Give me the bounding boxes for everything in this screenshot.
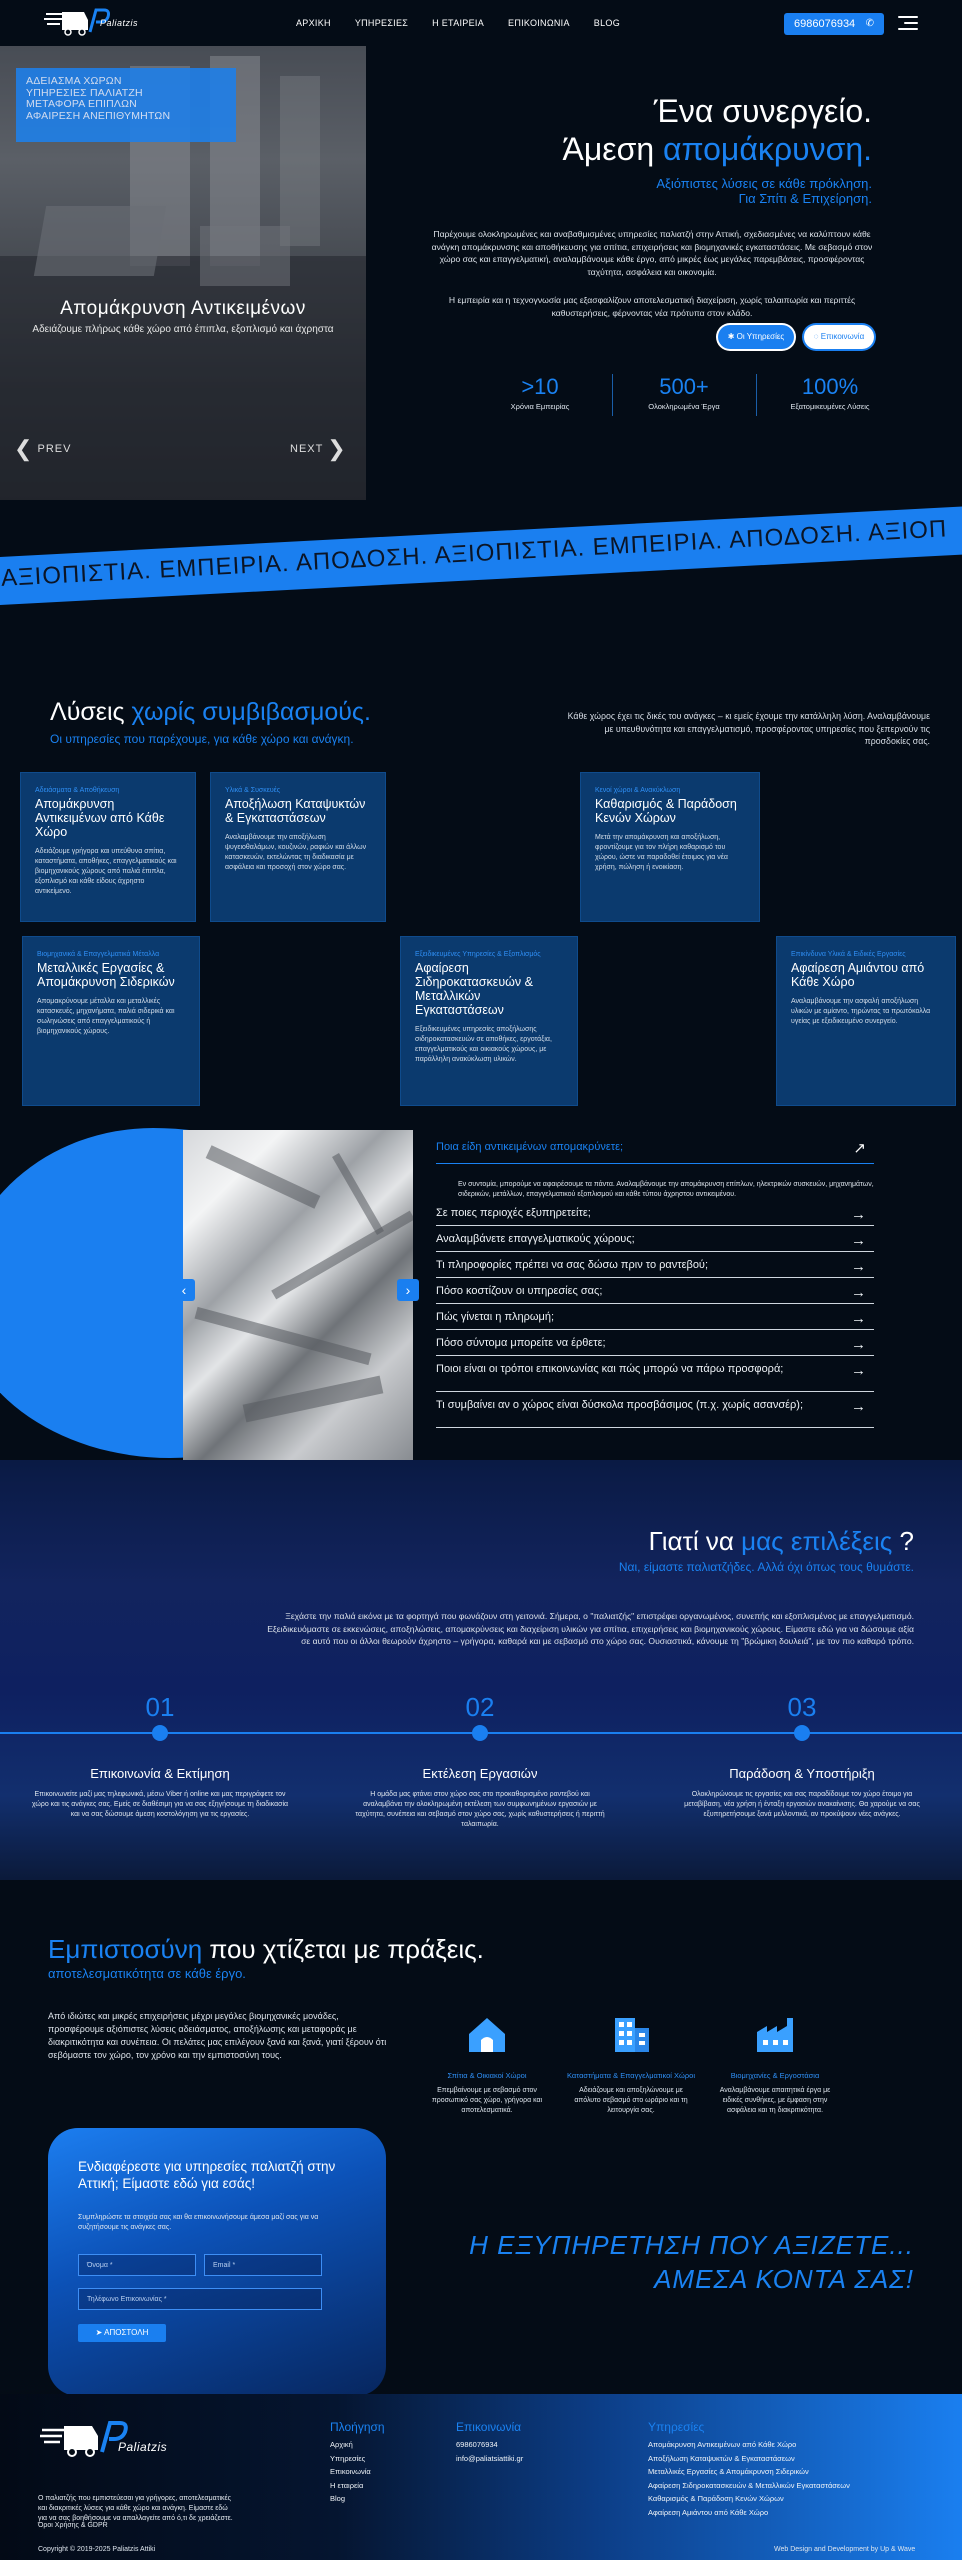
feature-shops (566, 2012, 696, 2116)
next-label: NEXT (290, 443, 324, 455)
slider-prev-button[interactable] (14, 436, 71, 462)
slide-title: Απομάκρυνση Αντικειμένων (60, 298, 306, 319)
faq-item[interactable] (436, 1336, 874, 1356)
footer-services-title: Υπηρεσίες (648, 2420, 705, 2434)
menu-burger-icon[interactable] (898, 16, 918, 30)
phone-icon: ✆ (865, 18, 874, 29)
phone-number: 6986076934 (794, 18, 856, 30)
feature-desc: Επεμβαίνουμε με σεβασμό στον προσωπικό σας χώρο, γρήγορα και αποτελεσματικά. (431, 2087, 543, 2114)
contact-button-label: Επικοινωνία (820, 332, 865, 341)
services-intro: Κάθε χώρος έχει τις δικές του ανάγκες – κι εμείς έχουμε την κατάλληλη λύση. Αναλαμβάνουμε με υπευθυνότητα και επαγγελματισμό, προσφέροντας υπηρεσίες που ξεπερνούν τις προσδοκίες σας. (567, 711, 930, 746)
chevron-right-icon: › (405, 1282, 411, 1298)
slide-tag: ΥΠΗΡΕΣΙΕΣ ΠΑΛΙΑΤΖΗ (26, 86, 143, 99)
services-title (50, 698, 371, 727)
step-dot (152, 1725, 168, 1741)
faq-question: Πόσο κοστίζουν οι υπηρεσίες σας; (436, 1285, 603, 1297)
footer-contact-title: Επικοινωνία (456, 2420, 522, 2434)
faq-item[interactable] (436, 1398, 874, 1428)
nav-home[interactable]: ΑΡΧΙΚΗ (296, 18, 331, 28)
service-category: Υλικά & Συσκευές (225, 787, 281, 794)
arrow-right-icon: → (851, 1258, 866, 1275)
copyright: Copyright © 2019-2025 Paliatzis Attiki (38, 2546, 156, 2553)
slide-tag: ΜΕΤΑΦΟΡΑ ΕΠΙΠΛΩΝ (26, 98, 137, 110)
services-button-label: Οι Υπηρεσίες (736, 332, 785, 341)
faq-item[interactable] (436, 1362, 874, 1392)
stat-solutions (760, 374, 900, 411)
hero-paragraph-1: Παρέχουμε ολοκληρωμένες και αναβαθμισμένες υπηρεσίες παλιατζή στην Αττική, σχεδιασμένες να καλύπτουν κάθε ανάγκη απομάκρυνσης και αποθήκευσης για σπίτια, επιχειρήσεις και βιομηχανικές εγκαταστάσεις. Με σεβασμό στον χώρο σας και επαγγελματική, αναλαμβάνουμε κάθε έργο, από μικρές έως μεγάλες παρεμβάσεις, προσφέροντας ταχύτητα, ασφάλεια και οικονομία. (431, 229, 873, 277)
service-card[interactable] (22, 936, 200, 1106)
faq-item[interactable] (436, 1232, 874, 1252)
values-banner (0, 505, 962, 606)
step-number: 01 (145, 1692, 175, 1722)
arrow-right-icon: → (851, 1398, 866, 1415)
nav-blog[interactable]: BLOG (593, 18, 620, 28)
chevron-left-icon: ❮ (14, 436, 34, 461)
trust-title-highlight: Εμπιστοσύνη (48, 1934, 203, 1964)
why-title-part: Γιατί να (648, 1526, 742, 1556)
stat-value: 100% (801, 374, 859, 399)
footer-nav-link[interactable]: Η εταιρεία (330, 2480, 364, 2490)
feature-title: Σπίτια & Οικιακοί Χώροι (447, 2071, 527, 2080)
service-card[interactable] (20, 772, 196, 922)
name-input[interactable]: Όνομα * (78, 2254, 196, 2276)
building-icon (609, 2012, 653, 2056)
footer-service-link[interactable]: Αφαίρεση Σιδηροκατασκευών & Μεταλλικών Εγκαταστάσεων (648, 2480, 850, 2490)
contact-button[interactable] (804, 325, 874, 349)
step-desc: Επικοινωνείτε μαζί μας τηλεφωνικά, μέσω Viber ή online και μας περιγράφετε τον χώρο και τις ανάγκες σας. Εμείς σε διαθέσιμη για να σας εξηγήσουμε τη διαδικασία και να σας δώσουμε άμεση κοστολόγηση για τις εργασίες. (31, 1791, 289, 1818)
scrap-metal-image (183, 1130, 413, 1460)
service-category: Κενοί χώροι & Ανακύκλωση (595, 787, 681, 794)
slide-tag: ΑΔΕΙΑΣΜΑ ΧΩΡΩΝ (26, 75, 122, 87)
arrow-right-icon: → (851, 1284, 866, 1301)
image-prev-button[interactable] (173, 1279, 195, 1301)
slider-next-button[interactable] (290, 436, 347, 462)
service-desc: Μετά την απομάκρυνση και αποξήλωση, φροντίζουμε για τον πλήρη καθαρισμό του χώρου, ώστε να παραδοθεί έτοιμος για νέα χρήση, πώληση ή ενοικίαση. (595, 834, 728, 871)
why-title-end: ? (892, 1526, 914, 1556)
faq-question: Αναλαμβάνετε επαγγελματικούς χώρους; (436, 1233, 635, 1245)
phone-button[interactable] (784, 13, 884, 35)
hero-paragraph-2: Η εμπειρία και η τεχνογνωσία μας εξασφαλίζουν αποτελεσματική διαχείριση, χωρίς ταλαιπωρία και περιττές καθυστερήσεις, φέρνοντας νέα πρότυπα στον κλάδο. (448, 295, 856, 318)
step-title: Επικοινωνία & Εκτίμηση (90, 1766, 230, 1781)
footer-nav-link[interactable]: Υπηρεσίες (330, 2453, 366, 2463)
stat-projects (614, 374, 754, 411)
stat-divider (612, 374, 613, 416)
house-icon (465, 2012, 509, 2056)
why-paragraph: Ξεχάστε την παλιά εικόνα με τα φορτηγά που φωνάζουν στη γειτονιά. Σήμερα, ο "παλιατζής" επιστρέφει οργανωμένος, συνεπής και εξοπλισμένος με επαγγελματισμό. Εξειδικευόμαστε σε εκκενώσεις, αποξηλώσεις, απομακρύνσεις και διαχείριση υλικών για σπίτια, επιχειρήσεις και βιομηχανικούς χώρους. Είμαστε εδώ για να δώσουμε αξία σε αυτό που οι άλλοι θεωρούν άχρηστο – γρήγορα, καθαρά και με σεβασμό στο χώρο σας. Ουσιαστικά, κάνουμε τη "βρώμικη δουλειά", με τον πιο καθαρό τρόπο. (267, 1611, 914, 1646)
services-button[interactable] (718, 325, 794, 349)
footer-nav-list (330, 2438, 371, 2506)
phone-input[interactable]: Τηλέφωνο Επικοινωνίας * (78, 2288, 322, 2310)
nav-services[interactable]: ΥΠΗΡΕΣΙΕΣ (354, 18, 409, 28)
services-title-highlight: χωρίς συμβιβασμούς. (131, 698, 371, 726)
prev-label: PREV (37, 443, 72, 455)
step-dot (794, 1725, 810, 1741)
service-title: Απομάκρυνση Αντικειμένων από Κάθε Χώρο (35, 797, 165, 839)
site-header (0, 0, 962, 46)
service-category: Αδειάσματα & Αποθήκευση (35, 787, 120, 794)
send-button[interactable] (78, 2324, 166, 2342)
footer-nav-link[interactable]: Blog (330, 2494, 346, 2503)
footer-service-link[interactable]: Απομάκρυνση Αντικειμένων από Κάθε Χώρο (648, 2440, 797, 2449)
footer-service-link[interactable]: Αποξήλωση Καταψυκτών & Εγκαταστάσεων (648, 2453, 795, 2463)
step-title: Εκτέλεση Εργασιών (422, 1766, 538, 1781)
faq-question: Ποια είδη αντικειμένων απομακρύνετε; (436, 1141, 624, 1153)
faq-question: Σε ποιες περιοχές εξυπηρετείτε; (436, 1207, 591, 1219)
service-title: Αφαίρεση Σιδηροκατασκευών & Μεταλλικών Εγκαταστάσεων (415, 961, 533, 1017)
feature-title: Καταστήματα & Επαγγελματικοί Χώροι (566, 2071, 696, 2080)
faq-item-open[interactable] (436, 1140, 874, 1164)
faq-question: Πόσο σύντομα μπορείτε να έρθετε; (436, 1337, 606, 1349)
chat-icon: ◌ (813, 332, 821, 341)
arrow-right-icon: → (851, 1206, 866, 1223)
stat-years (470, 374, 610, 411)
footer-nav-title: Πλοήγηση (330, 2420, 385, 2434)
service-title: Καθαρισμός & Παράδοση Κενών Χώρων (595, 797, 737, 825)
step-desc: Ολοκληρώνουμε τις εργασίες και σας παραδίδουμε τον χώρο έτοιμο για μεταβίβαση, νέα χρήση ή ένταξη εργασιών ανακαίνισης. Θα χαρούμε να σας εξυπηρετήσουμε ξανά μελλοντικά, αν προκύψουν νέες ανάγκες. (684, 1791, 920, 1818)
contact-title: Ενδιαφέρεστε για υπηρεσίες παλιατζή στην Αττική; Είμαστε εδώ για εσάς! (78, 2159, 336, 2191)
service-title: Αφαίρεση Αμιάντου από Κάθε Χώρο (791, 961, 925, 989)
chevron-left-icon: ‹ (181, 1282, 187, 1298)
banner-text: ΑΞΙΟΠΙΣΤΙΑ. ΕΜΠΕΙΡΙΑ. ΑΠΟΔΟΣΗ. ΑΞΙΟΠΙΣΤΙΑ. ΕΜΠΕΙΡΙΑ. ΑΠΟΔΟΣΗ. ΑΞΙΟΠ (0, 515, 948, 592)
hero-title-line2 (480, 130, 872, 168)
feature-desc: Αδειάζουμε και αποξηλώνουμε με απόλυτο σεβασμό στο ωράριο και τη λειτουργία σας. (574, 2087, 688, 2114)
step-number: 03 (787, 1692, 817, 1722)
footer-services-list (648, 2438, 850, 2519)
footer-phone[interactable]: 6986076934 (456, 2440, 498, 2449)
faq-item[interactable] (436, 1310, 874, 1330)
hero-title-highlight: απομάκρυνση. (663, 131, 872, 167)
service-desc: Αδειάζουμε γρήγορα και υπεύθυνα σπίτια, καταστήματα, αποθήκες, επαγγελματικούς και βιομηχανικούς χώρους από παλιά έπιπλα, εξοπλισμό και κάθε είδους άχρηστο αντικείμενο. (35, 848, 177, 895)
hero-slider[interactable] (0, 46, 366, 500)
arrow-right-icon: → (851, 1232, 866, 1249)
service-category: Βιομηχανικά & Επαγγελματικά Μέταλλα (37, 951, 160, 958)
service-desc: Απομακρύνουμε μέταλλα και μεταλλικές κατασκευές, μηχανήματα, παλιά σιδερικά και σωληνώσεις από επαγγελματικούς ή βιομηχανικούς χώρους. (37, 998, 175, 1035)
hero-tagline-2: Για Σπίτι & Επιχείρηση. (738, 191, 872, 206)
hero-tagline-1: Αξιόπιστες λύσεις σε κάθε πρόκληση. (656, 176, 872, 191)
send-icon: ➤ (95, 2328, 105, 2337)
trust-paragraph: Από ιδιώτες και μικρές επιχειρήσεις μέχρι μεγάλες βιομηχανικές μονάδες, προσφέρουμε αξιόπιστες λύσεις αδειάσματος, αποξήλωσης και μεταφοράς με διακριτικότητα και συνέπεια. Οι πελάτες μας επιλέγουν ξανά και ξανά, γιατί ξέρουν ότι σεβόμαστε τον χώρο, τον χρόνο και την εμπιστοσύνη τους. (48, 2011, 387, 2060)
service-card[interactable] (776, 936, 956, 1106)
service-category: Εξειδικευμένες Υπηρεσίες & Εξοπλισμός (415, 951, 541, 958)
stat-label: Ολοκληρωμένα Έργα (648, 402, 720, 411)
slide-tags (16, 68, 236, 142)
nav-company[interactable]: Η ΕΤΑΙΡΕΙΑ (432, 18, 485, 28)
slide-tag: ΑΦΑΙΡΕΣΗ ΑΝΕΠΙΘΥΜΗΤΩΝ (26, 109, 171, 122)
why-title (420, 1526, 914, 1557)
faq-answer: Εν συντομία, μπορούμε να αφαιρέσουμε τα πάντα. Αναλαμβάνουμε την απομάκρυνση επίπλων, ηλεκτρικών συσκευών, μηχανημάτων, σιδερικών, μετάλλων, επαγγελματικού εξοπλισμού και κάθε τύπου άχρηστου αντικειμένου. (458, 1181, 874, 1198)
service-card[interactable] (580, 772, 760, 922)
footer-contact-list (456, 2438, 523, 2465)
feature-desc: Αναλαμβάνουμε απαιτητικά έργα με ειδικές συνθήκες, με έμφαση στην ασφάλεια και τη διακριτικότητα. (719, 2087, 831, 2114)
stat-value: >10 (521, 374, 559, 399)
service-title: Αποξήλωση Καταψυκτών & Εγκαταστάσεων (225, 797, 366, 825)
footer-nav-link[interactable]: Αρχική (330, 2440, 353, 2449)
terms-link[interactable]: Όροι Χρήσης & GDPR (38, 2522, 108, 2529)
credit-link[interactable]: Web Design and Development by Up & Wave (774, 2546, 916, 2553)
arrow-right-icon: → (851, 1362, 866, 1379)
faq-item[interactable] (436, 1206, 874, 1226)
service-card[interactable] (400, 936, 578, 1106)
stat-label: Χρόνια Εμπειρίας (510, 402, 570, 411)
faq-question: Τι πληροφορίες πρέπει να σας δώσω πριν το ραντεβού; (436, 1259, 709, 1271)
feature-title: Βιομηχανίες & Εργοστάσια (730, 2071, 820, 2080)
stat-label: Εξατομικευμένες Λύσεις (790, 402, 870, 411)
step-dot (472, 1725, 488, 1741)
faq-question: Ποιοι είναι οι τρόποι επικοινωνίας και πώς μπορώ να πάρω προσφορά; (436, 1363, 784, 1375)
service-desc: Αναλαμβάνουμε την ασφαλή αποξήλωση υλικών με αμίαντο, τηρώντας τα πρωτόκολλα υγείας με εξειδικευμένο συνεργείο. (791, 998, 931, 1025)
slide-subtitle: Αδειάζουμε πλήρως κάθε χώρο από έπιπλα, εξοπλισμό και άχρηστα (32, 324, 334, 335)
service-category: Επικίνδυνα Υλικά & Ειδικές Εργασίες (791, 951, 906, 958)
factory-icon (753, 2012, 797, 2056)
service-desc: Εξειδικευμένες υπηρεσίες αποξήλωσης σιδηροκατασκευών σε αποθήκες, εργοτάξια, επαγγελματικούς και οικιακούς χώρους, με παράλληλη ανακύκλωση υλικών. (415, 1026, 552, 1063)
logo-text: Paliatzis (100, 18, 139, 28)
footer-about: Ο παλιατζής που εμπιστεύεσαι για γρήγορες, αποτελεσματικές και διακριτικές λύσεις για κάθε χώρο και ανάγκη. Είμαστε εδώ για να σας βοηθήσουμε να απαλλαγείτε από ό,τι δε χρειάζεστε. (38, 2495, 233, 2522)
stat-value: 500+ (659, 374, 709, 399)
service-title: Μεταλλικές Εργασίες & Απομάκρυνση Σιδερικών (37, 961, 175, 989)
services-subtitle: Οι υπηρεσίες που παρέχουμε, για κάθε χώρο και ανάγκη. (50, 732, 354, 746)
faq-item[interactable] (436, 1284, 874, 1304)
service-desc: Αναλαμβάνουμε την αποξήλωση ψυγειοθαλάμων, κουζινών, ραφιών και άλλων κατασκευών, εκτελώντας τη διαδικασία με ασφάλεια και προσοχή στον χώρο σας. (225, 834, 367, 871)
hero-title-line1: Ένα συνεργείο. (653, 93, 872, 129)
email-input[interactable]: Email * (204, 2254, 322, 2276)
footer-service-link[interactable]: Μεταλλικές Εργασίες & Απομάκρυνση Σιδερικών (648, 2467, 809, 2476)
slogan-line2: ΑΜΕΣΑ ΚΟΝΤΑ ΣΑΣ! (654, 2264, 914, 2294)
stat-divider (756, 374, 757, 416)
nav-contact[interactable]: ΕΠΙΚΟΙΝΩΝΙΑ (508, 18, 570, 28)
step-desc: Η ομάδα μας φτάνει στον χώρο σας στο προκαθορισμένο ραντεβού και αναλαμβάνει την ολοκληρωμένη εκτέλεση των συμφωνημένων εργασιών με ταχύτητα, συνέπεια και σεβασμό στον χώρο σας, χωρίς καθυστερήσεις ή περιττή ταλαιπωρία. (355, 1791, 605, 1828)
footer-service-link[interactable]: Αφαίρεση Αμιάντου από Κάθε Χώρο (648, 2507, 769, 2517)
slogan-line1: Η ΕΞΥΠΗΡΕΤΗΣΗ ΠΟΥ ΑΞΙΖΕΤΕ... (469, 2230, 914, 2260)
why-title-highlight: μας επιλέξεις (741, 1526, 893, 1556)
chevron-right-icon: ❯ (327, 436, 347, 461)
step-title: Παράδοση & Υποστήριξη (729, 1766, 875, 1781)
feature-industry (710, 2012, 840, 2116)
arrow-right-icon: → (851, 1336, 866, 1353)
hero-title-part: Άμεση (562, 131, 663, 167)
feature-homes (422, 2012, 552, 2116)
step-number: 02 (465, 1692, 495, 1722)
send-label: ΑΠΟΣΤΟΛΗ (104, 2328, 149, 2337)
hero-tagline (560, 176, 872, 206)
faq-question: Πώς γίνεται η πληρωμή; (436, 1311, 555, 1323)
trust-subtitle: αποτελεσματικότητα σε κάθε έργο. (48, 1966, 246, 1981)
footer-email[interactable]: info@paliatsiattiki.gr (456, 2453, 524, 2463)
faq-item[interactable] (436, 1258, 874, 1278)
service-card[interactable] (210, 772, 386, 922)
footer-logo-text: Paliatzis (118, 2440, 168, 2454)
faq-question: Τι συμβαίνει αν ο χώρος είναι δύσκολα προσβάσιμος (π.χ. χωρίς ασανσέρ); (436, 1399, 804, 1411)
why-subtitle: Ναι, είμαστε παλιατζήδες. Αλλά όχι όπως τους θυμάστε. (618, 1560, 914, 1574)
footer-service-link[interactable]: Καθαρισμός & Παράδοση Κενών Χώρων (648, 2494, 784, 2503)
arrow-up-right-icon: ↗ (853, 1140, 866, 1157)
services-title-part: Λύσεις (50, 698, 132, 726)
contact-text: Συμπληρώστε τα στοιχεία σας και θα επικοινωνήσουμε άμεσα μαζί σας για να συζητήσουμε τις ανάγκες σας. (78, 2214, 319, 2231)
main-nav (296, 18, 620, 28)
arrow-right-icon: → (851, 1310, 866, 1327)
trust-title (48, 1934, 484, 1965)
gear-icon: ✱ (727, 332, 737, 341)
trust-title-part: που χτίζεται με πράξεις. (202, 1934, 484, 1964)
footer-nav-link[interactable]: Επικοινωνία (330, 2467, 371, 2476)
image-next-button[interactable] (397, 1279, 419, 1301)
